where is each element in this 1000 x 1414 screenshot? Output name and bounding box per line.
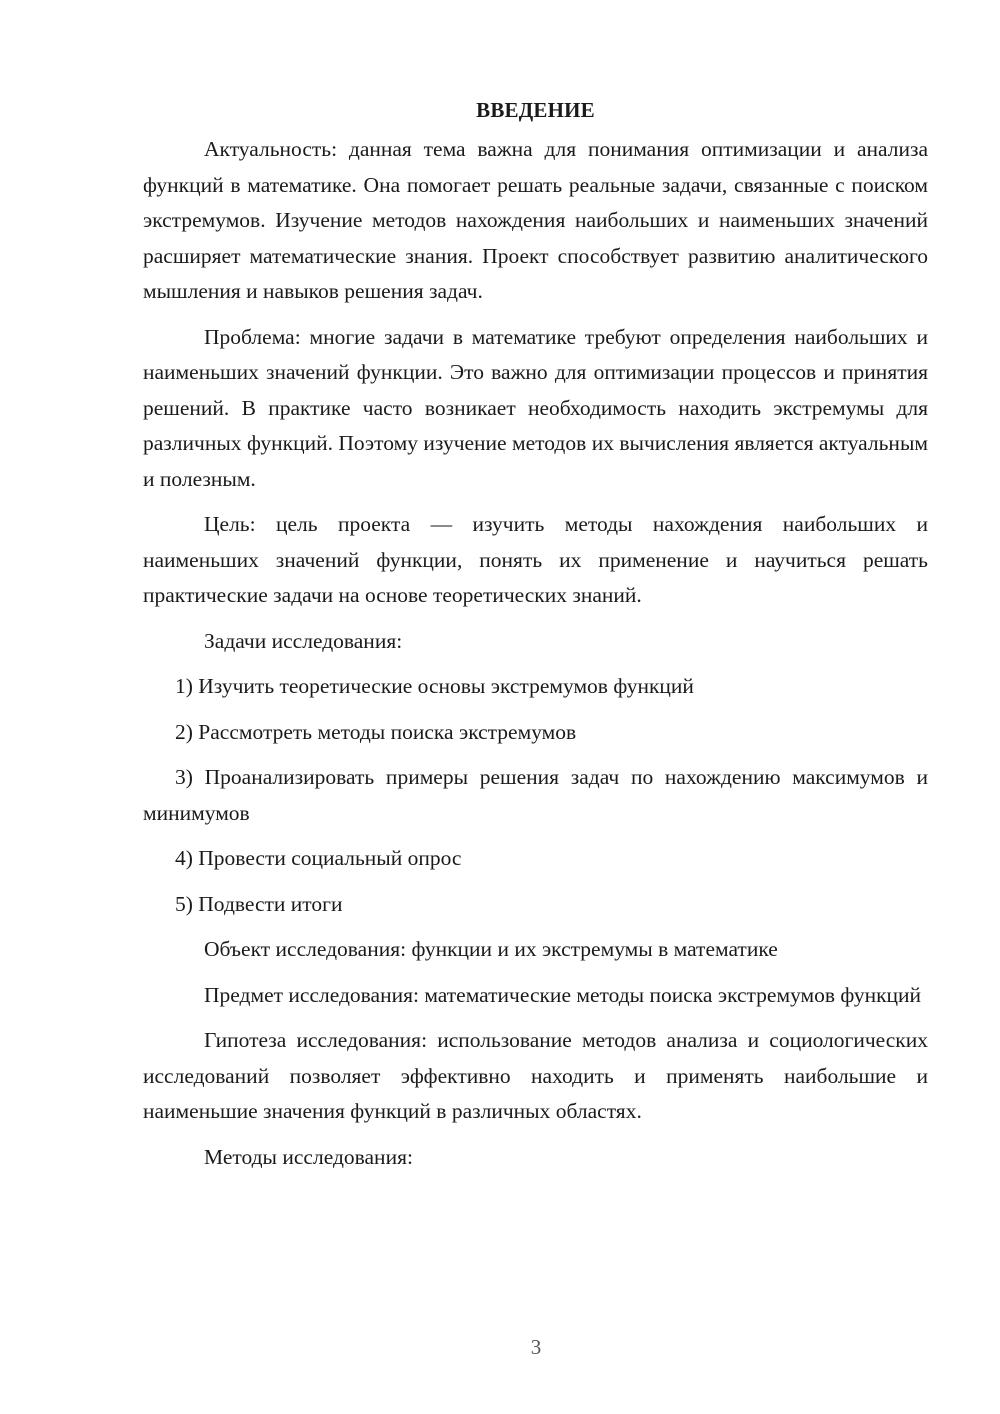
problem-paragraph: Проблема: многие задачи в математике требуют определения наибольших и наименьших значений функции. Это важно для оптимизации процессов и принятия решений. В практике часто возникает необходимость находить экстремумы для различных функций. Поэтому изучение методов их вычисления является актуальным и полезным. — [143, 324, 928, 491]
document-page — [143, 96, 928, 1185]
goal-paragraph: Цель: цель проекта — изучить методы нахождения наибольших и наименьших значений функции, понять их применение и научиться решать практические задачи на основе теоретических знаний. — [143, 512, 928, 607]
relevance-paragraph: Актуальность: данная тема важна для понимания оптимизации и анализа функций в математике. Она помогает решать реальные задачи, связанные с поиском экстремумов. Изучение методов нахождения наибольших и наименьших значений расширяет математические знания. Проект способствует развитию аналитического мышления и навыков решения задач. — [143, 137, 928, 303]
subject-paragraph: Предмет исследования: математические методы поиска экстремумов функций — [204, 982, 922, 1007]
page-number: 3 — [530, 1335, 542, 1359]
list-item: 4) Провести социальный опрос — [175, 846, 462, 870]
list-item: 5) Подвести итоги — [175, 891, 343, 916]
tasks-list — [143, 669, 928, 922]
list-item: 3) Проанализировать примеры решения задач по нахождению максимумов и минимумов — [143, 765, 928, 825]
list-item: 2) Рассмотреть методы поиска экстремумов — [175, 719, 577, 744]
hypothesis-paragraph: Гипотеза исследования: использование методов анализа и социологических исследований позволяет эффективно находить и применять наибольшие и наименьшие значения функций в различных областях. — [143, 1028, 928, 1123]
methods-heading: Методы исследования: — [204, 1144, 413, 1169]
page-title: ВВЕДЕНИЕ — [476, 98, 595, 122]
tasks-heading: Задачи исследования: — [204, 628, 403, 653]
list-item: 1) Изучить теоретические основы экстремумов функций — [175, 674, 694, 698]
object-paragraph: Объект исследования: функции и их экстремумы в математике — [204, 937, 778, 961]
